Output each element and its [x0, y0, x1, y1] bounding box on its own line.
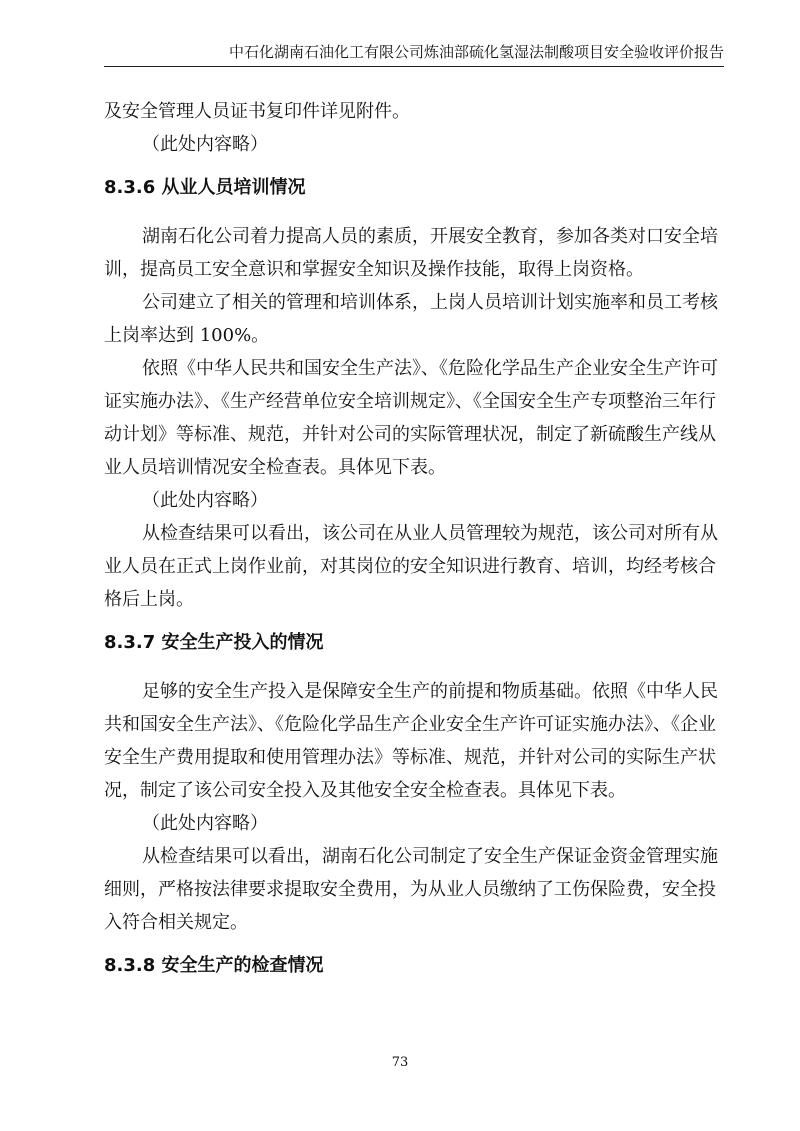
section-heading-8-3-7: 8.3.7 安全生产投入的情况 [104, 632, 324, 653]
paragraph: 足够的安全生产投入是保障安全生产的前提和物质基础。依照《中华人民共和国安全生产法》、《危险化学品生产企业安全生产许可证实施办法》、《企业安全生产费用提取和使用管理办法》等标准、规范，并针对公司的实际生产状况，制定了该公司安全投入及其他安全安全检查表。具体见下表。 [104, 681, 718, 801]
paragraph: 从检查结果可以看出，该公司在从业人员管理较为规范，该公司对所有从业人员在正式上岗作业前，对其岗位的安全知识进行教育、培训，均经考核合格后上岗。 [104, 523, 718, 610]
paragraph: 从检查结果可以看出，湖南石化公司制定了安全生产保证金资金管理实施细则，严格按法律要求提取安全费用，为从业人员缴纳了工伤保险费，安全投入符合相关规定。 [104, 846, 718, 933]
page-header [104, 38, 724, 67]
omitted-note: （此处内容略） [142, 813, 268, 834]
omitted-note: （此处内容略） [142, 134, 268, 155]
paragraph: 依照《中华人民共和国安全生产法》、《危险化学品生产企业安全生产许可证实施办法》、《生产经营单位安全培训规定》、《全国安全生产专项整治三年行动计划》等标准、规范，并针对公司的实际管理状况，制定了新硫酸生产线从业人员培训情况安全检查表。具体见下表。 [104, 358, 718, 478]
paragraph: 及安全管理人员证书复印件详见附件。 [104, 101, 410, 122]
paragraph: 湖南石化公司着力提高人员的素质，开展安全教育，参加各类对口安全培训，提高员工安全意识和掌握安全知识及操作技能，取得上岗资格。 [104, 226, 718, 280]
page-number: 73 [391, 1055, 409, 1070]
document-body [104, 95, 724, 998]
section-heading-8-3-8: 8.3.8 安全生产的检查情况 [104, 955, 324, 976]
header-title: 中石化湖南石油化工有限公司炼油部硫化氢湿法制酸项目安全验收评价报告 [228, 43, 724, 61]
section-heading-8-3-6: 8.3.6 从业人员培训情况 [104, 177, 306, 198]
paragraph: 公司建立了相关的管理和培训体系，上岗人员培训计划实施率和员工考核上岗率达到 100%。 [104, 292, 718, 346]
omitted-note: （此处内容略） [142, 490, 268, 511]
